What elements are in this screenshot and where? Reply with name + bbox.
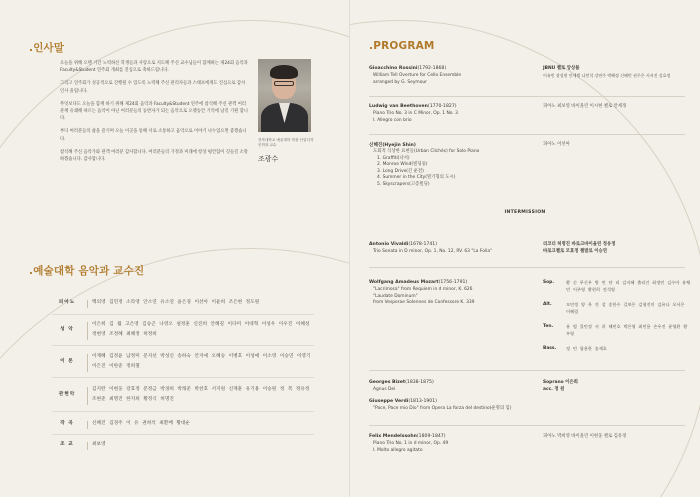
greeting-paragraph: 오늘을 위해 오랜 기간 노력하신 학생들과 사랑으로 지도해 주신 교수님들이 함께하는 제24회 음악과 Faculty&Student 연주회 개최를 진심으로 축하드립니다. (60, 61, 248, 74)
faculty-names: 최보영 (92, 442, 106, 447)
performer: Soprano 이은희 acc. 정 원 (543, 380, 578, 392)
faculty-names: 이은희 김 월 고은영 김승곤 나영오 설정훈 신진희 안해길 이다미 이대혁 이성우 이우진 이혜성 정현영 조정혜 최혜정 허정희 (92, 322, 310, 337)
work-title: Trio Sonata in D minor, Op. 1, No. 12, RV. 63 "La Folia" (373, 249, 493, 254)
choir-part-names: 정 민 함용한 송재호 (566, 346, 607, 351)
greeting-paragraph: 부디 여러분들의 삶을 즐기며 오늘 이곳을 통해 서로 소통하고 음악으로 이야기 나누었으면 좋겠습니다. (60, 129, 247, 142)
work-title: Piano Trio No. 3 in C Minor, Op. 1 No. 3 I. Allegro con brio (373, 111, 458, 123)
performer: JBNU 첼로 앙상블 이유빈 장성현 안세범 나민석 강연주 박혜정 신혜빈 권주은 서서진 강효정 (543, 66, 671, 78)
work-title: Piano Trio No. 1 in d minor, Op. 49 I. Molto allegro agitato (373, 441, 449, 453)
faculty-category: 피아노 (58, 300, 76, 305)
greeting-title: .인사말 (29, 42, 65, 54)
performer: 피아노 이선아 (543, 142, 570, 147)
choir-part-label: Bass. (543, 346, 557, 351)
faculty-names: 김지완 이현웅 강효정 문정금 박경희 박래준 박찬호 서지원 신재훈 유기용 이승원 정 복 정유정 조현준 최명진 한지희 황정식 허명진 (92, 387, 310, 402)
faculty-names: 백의영 김민정 소라영 안소연 유소연 윤은경 이선아 이윤희 조은현 정도원 (92, 300, 260, 305)
composer-name: Gioacchino Rossini(1792-1868) (369, 66, 447, 71)
performer: 리코더 허명진 바로크바이올린 정유정 바로크첼로 모효정 쳄발로 이승연 (543, 242, 616, 254)
composer-name: 신혜진(Hyejin Shin) (369, 143, 416, 148)
greeting-paragraph: 무엇보다도 오늘을 함께 하기 위해 제24회 음악과 Faculty&Student 연주에 참석해 주신 관객 여러분께 유쾌해 따르는 음악이 아닌 여러분들의 동반자가 되는 음악으로 오랫동안 기억에 남길 기원 합니다. (60, 101, 248, 122)
signature: 조광수 (258, 155, 279, 163)
faculty-row (52, 352, 312, 374)
choir-part-names: 유 범 물민정 서 희 해민호 박은영 최민용 손우진 윤영환 황우영 (566, 324, 688, 336)
composer-name: Ludwig van Beethoven(1770-1827) (369, 104, 457, 109)
choir-part-names: 모민정 양 옥 진 설 송한수 길보은 김형진미 김유나 오서은 이혜림 (566, 302, 685, 314)
composer-name: Antonio Vivaldi(1678-1741) (369, 242, 437, 247)
choir-part-names: 황 순 무신우 방 민 단 리 김지혜 출리건 최정민 김수아 유채민 이주영 황현희 전석영 (566, 280, 691, 292)
faculty-names: 신혜진 김경주 이 유 권희석 최환배 황대순 (92, 421, 190, 426)
faculty-names: 이재혜 김정윤 남정미 문지선 박성신 송하숙 안지애 오혜승 이병호 이성애 이소영 이승연 이영기 이은진 이한준 정희철 (92, 354, 311, 369)
faculty-row (52, 298, 312, 310)
work-title: "Lacrimosa" from Requiem in d minor, K. 626 "Laudate Dominum" from Vesperae Solennes de Confessore K. 339 (373, 287, 475, 306)
work-title: "Pace, Pace mio Dio" from Opera La forza del destino(운명의 힘) (373, 406, 512, 411)
faculty-row (52, 440, 312, 452)
work-title: Agnus Dei (373, 387, 396, 392)
composer-name: Wolfgang Amadeus Mozart(1756-1791) (369, 280, 468, 285)
faculty-category: 조 교 (60, 442, 74, 447)
composer-name: Georges Bizet(1838-1875) (369, 380, 434, 385)
composer-name: Giuseppe Verdi(1813-1901) (369, 399, 437, 404)
program-title: .PROGRAM (369, 40, 435, 52)
greeting-paragraph: 그리고 연주회가 성공적으로 진행될 수 있도록 노력해 주신 관리자들과 스태프에게도 진심으로 감사 인사 올립니다. (60, 81, 246, 94)
faculty-category: 관현악 (58, 392, 76, 397)
performer: 피아노 박희영 바이올린 이현웅 첼로 김유정 (543, 434, 627, 439)
right-page (350, 0, 700, 497)
composer-name: Felix Mendelssohn(1809-1847) (369, 434, 446, 439)
portrait-caption: 전북대학교 예술대학 학장 산업디자인학과 교수 (258, 138, 314, 147)
performer: 피아노 최보영 바이올린 이시현 첼로 안세정 (543, 104, 627, 109)
faculty-row (52, 320, 312, 342)
greeting-text (60, 60, 250, 169)
choir-part-label: Ten. (543, 324, 554, 329)
choir-part-label: Sop. (543, 280, 554, 285)
greeting-paragraph: 참석해 주신 음악가와 관객 여러분 감사합니다. 여러분들의 가정과 미래에 항상 평안함이 깃들길 소망하겠습니다. 감사합니다. (60, 149, 248, 163)
work-title: William Tell Overture for Cello Ensemble arranged by G. Seymour (373, 73, 462, 85)
faculty-category: 이 론 (60, 359, 74, 364)
faculty-row (52, 385, 312, 407)
faculty-category: 성 악 (60, 327, 74, 332)
faculty-category: 작 곡 (60, 421, 74, 426)
dean-portrait (258, 59, 311, 132)
faculty-row (52, 419, 312, 431)
choir-part-label: Alt. (543, 302, 552, 307)
intermission-label: INTERMISSION (504, 210, 546, 215)
faculty-title: .예술대학 음악과 교수진 (29, 265, 145, 277)
work-title: 도회적 식상한 표현들(Urban Clichés) for Solo Piano 1. Graffiti(낙서) 2. Monroe Wind(빌딩풍) 3. Long Drive(긴 운전) 4. Summer in the City(열기형의 도시) 5. Skyscrapers(고층빌딩) (373, 149, 480, 187)
